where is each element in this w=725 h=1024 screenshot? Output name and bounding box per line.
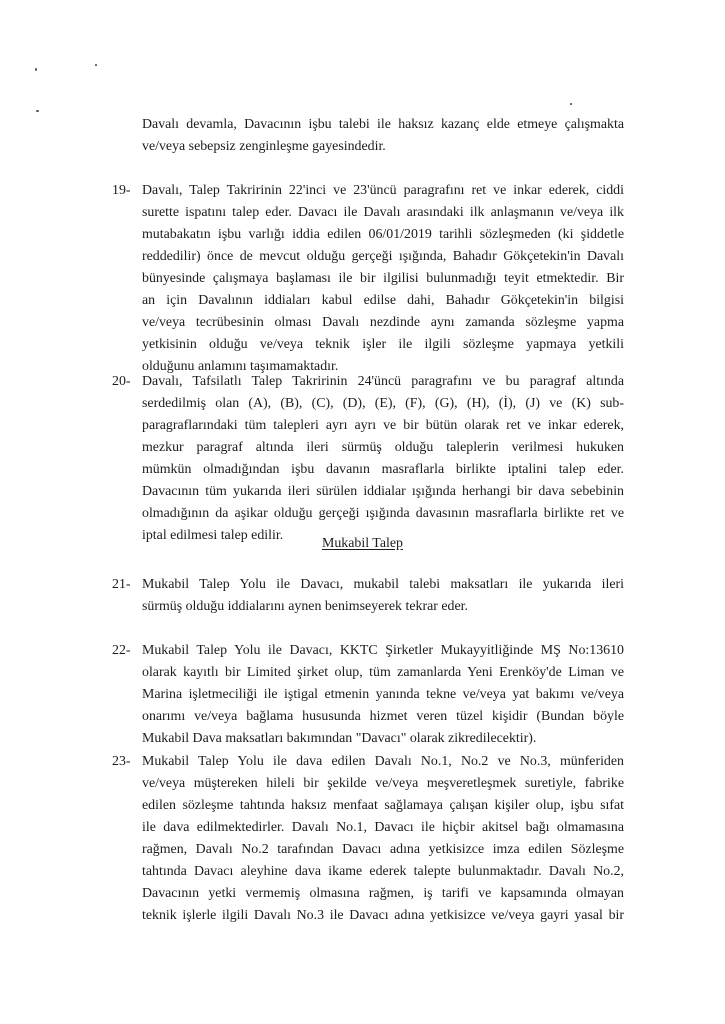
paragraph-body [142,574,624,618]
text-line: Marina işletmeciliği ile iştigal etmenin yanında tekne ve/veya yat bakımı ve/veya [142,687,624,702]
paragraph-number: 19- [112,183,131,198]
text-line: sürmüş olduğu iddialarını aynen benimseyerek tekrar eder. [142,599,468,614]
paragraph-body [142,180,624,378]
text-line: olduğunu anlamını taşımamaktadır. [142,359,339,374]
text-line: olarak kayıtlı bir Limited şirket olup, tüm zamanlarda Yeni Erenköy'de Liman ve [142,665,624,680]
text-line: Mukabil Talep Yolu ile dava edilen Davalı No.1, No.2 ve No.3, münferiden [142,754,624,769]
text-line: an için Davalının iddiaları kabul edilse dahi, Bahadır Gökçetekin'in bilgisi [142,293,624,308]
text-line: rağmen, Davalı No.2 tarafından Davacı adına yetkisizce imza edilen Sözleşme [142,842,624,857]
text-line: Davalı, Talep Takririnin 22'inci ve 23'üncü paragrafını ret ve inkar ederek, ciddi [142,183,624,198]
text-line: mutabakatın işbu varlığı iddia edilen 06/01/2019 tarihli sözleşmeden (ki şiddetle [142,227,624,242]
text-line: Davacının yetki vermemiş olmasına rağmen, iş tarifi ve kapsamında olmayan [142,886,624,901]
text-line: Davalı devamla, Davacının işbu talebi ile haksız kazanç elde etmeye çalışmakta [142,117,624,132]
text-line: surette ispatını talep eder. Davacı ile Davalı arasındaki ilk anlaşmanın ve/veya ilk [142,205,624,220]
text-line: yetkisinin olduğu ve/veya teknik işler ile ilgili sözleşme yapmaya yetkili [142,337,624,352]
paragraph-number: 23- [112,754,131,769]
text-line: Davalı, Tafsilatlı Talep Takririnin 24'üncü paragrafını ve bu paragraf altında [142,374,624,389]
paragraph-body [142,751,624,927]
continuation-text [142,114,624,158]
section-heading [0,533,725,555]
text-line: paragraflarındaki tüm talepleri ayrı ayrı ve bir bütün olarak ret ve inkar ederek, [142,418,624,433]
paragraph-body [142,371,624,547]
text-line: teknik işlerle ilgili Davalı No.3 ile Davacı adına yetkisizce ve/veya gayri yasal bir [142,908,624,923]
text-line: Mukabil Talep Yolu ile Davacı, mukabil talebi maksatları ile yukarıda ileri [142,577,624,592]
text-line: ve/veya müştereken hileli bir şekilde ve/veya meşveretleşmek suretiyle, fabrike [142,776,624,791]
paragraph-number: 20- [112,374,131,389]
paragraph-number: 21- [112,577,131,592]
text-line: iptal edilmesi talep edilir. [142,528,284,543]
text-line: ve/veya tecrübesinin olması Davalı nezdinde aynı zamanda sözleşme yapma [142,315,624,330]
text-line: Mukabil Dava maksatları bakımından "Davacı" olarak zikredilecektir). [142,731,537,746]
text-line: reddedilir) önce de mevcut olduğu gerçeği ışığında, Bahadır Gökçetekin'in Davalı [142,249,624,264]
section-heading-text: Mukabil Talep [322,536,403,551]
text-line: ve/veya sebepsiz zenginleşme gayesindedir. [142,139,386,154]
paragraph-body [142,640,624,750]
text-line: olmadığının da aşikar olduğu gerçeği ışığında davasının masraflarla birlikte ret ve [142,506,624,521]
text-line: mezkur paragraf altında ileri sürmüş olduğu taleplerin verilmesi hukuken [142,440,624,455]
text-line: mümkün olmadığından işbu davanın masraflarla birlikte iptalini talep eder. [142,462,624,477]
text-line: edilen sözleşme tahtında haksız menfaat sağlamaya çalışan kişiler olup, işbu sıfat [142,798,624,813]
text-line: onarımı ve/veya bağlama hususunda hizmet veren tüzel kişidir (Bundan böyle [142,709,624,724]
text-line: ile dava edilmektedirler. Davalı No.1, Davacı ile hiçbir akitsel bağı olmamasına [142,820,624,835]
text-line: serdedilmiş olan (A), (B), (C), (D), (E), (F), (G), (H), (İ), (J) ve (K) sub- [142,396,624,411]
text-line: bünyesinde çalışmaya başlaması ile bir ilgilisi bulunmadığı teyit etmektedir. Bir [142,271,624,286]
text-line: Mukabil Talep Yolu ile Davacı, KKTC Şirketler Mukayyitliğinde MŞ No:13610 [142,643,624,658]
text-line: tahtında Davacı aleyhine dava ikame ederek talepte bulunmaktadır. Davalı No.2, [142,864,624,879]
text-line: Davacının tüm yukarıda ileri sürülen iddialar ışığında herhangi bir dava sebebinin [142,484,624,499]
paragraph-number: 22- [112,643,131,658]
